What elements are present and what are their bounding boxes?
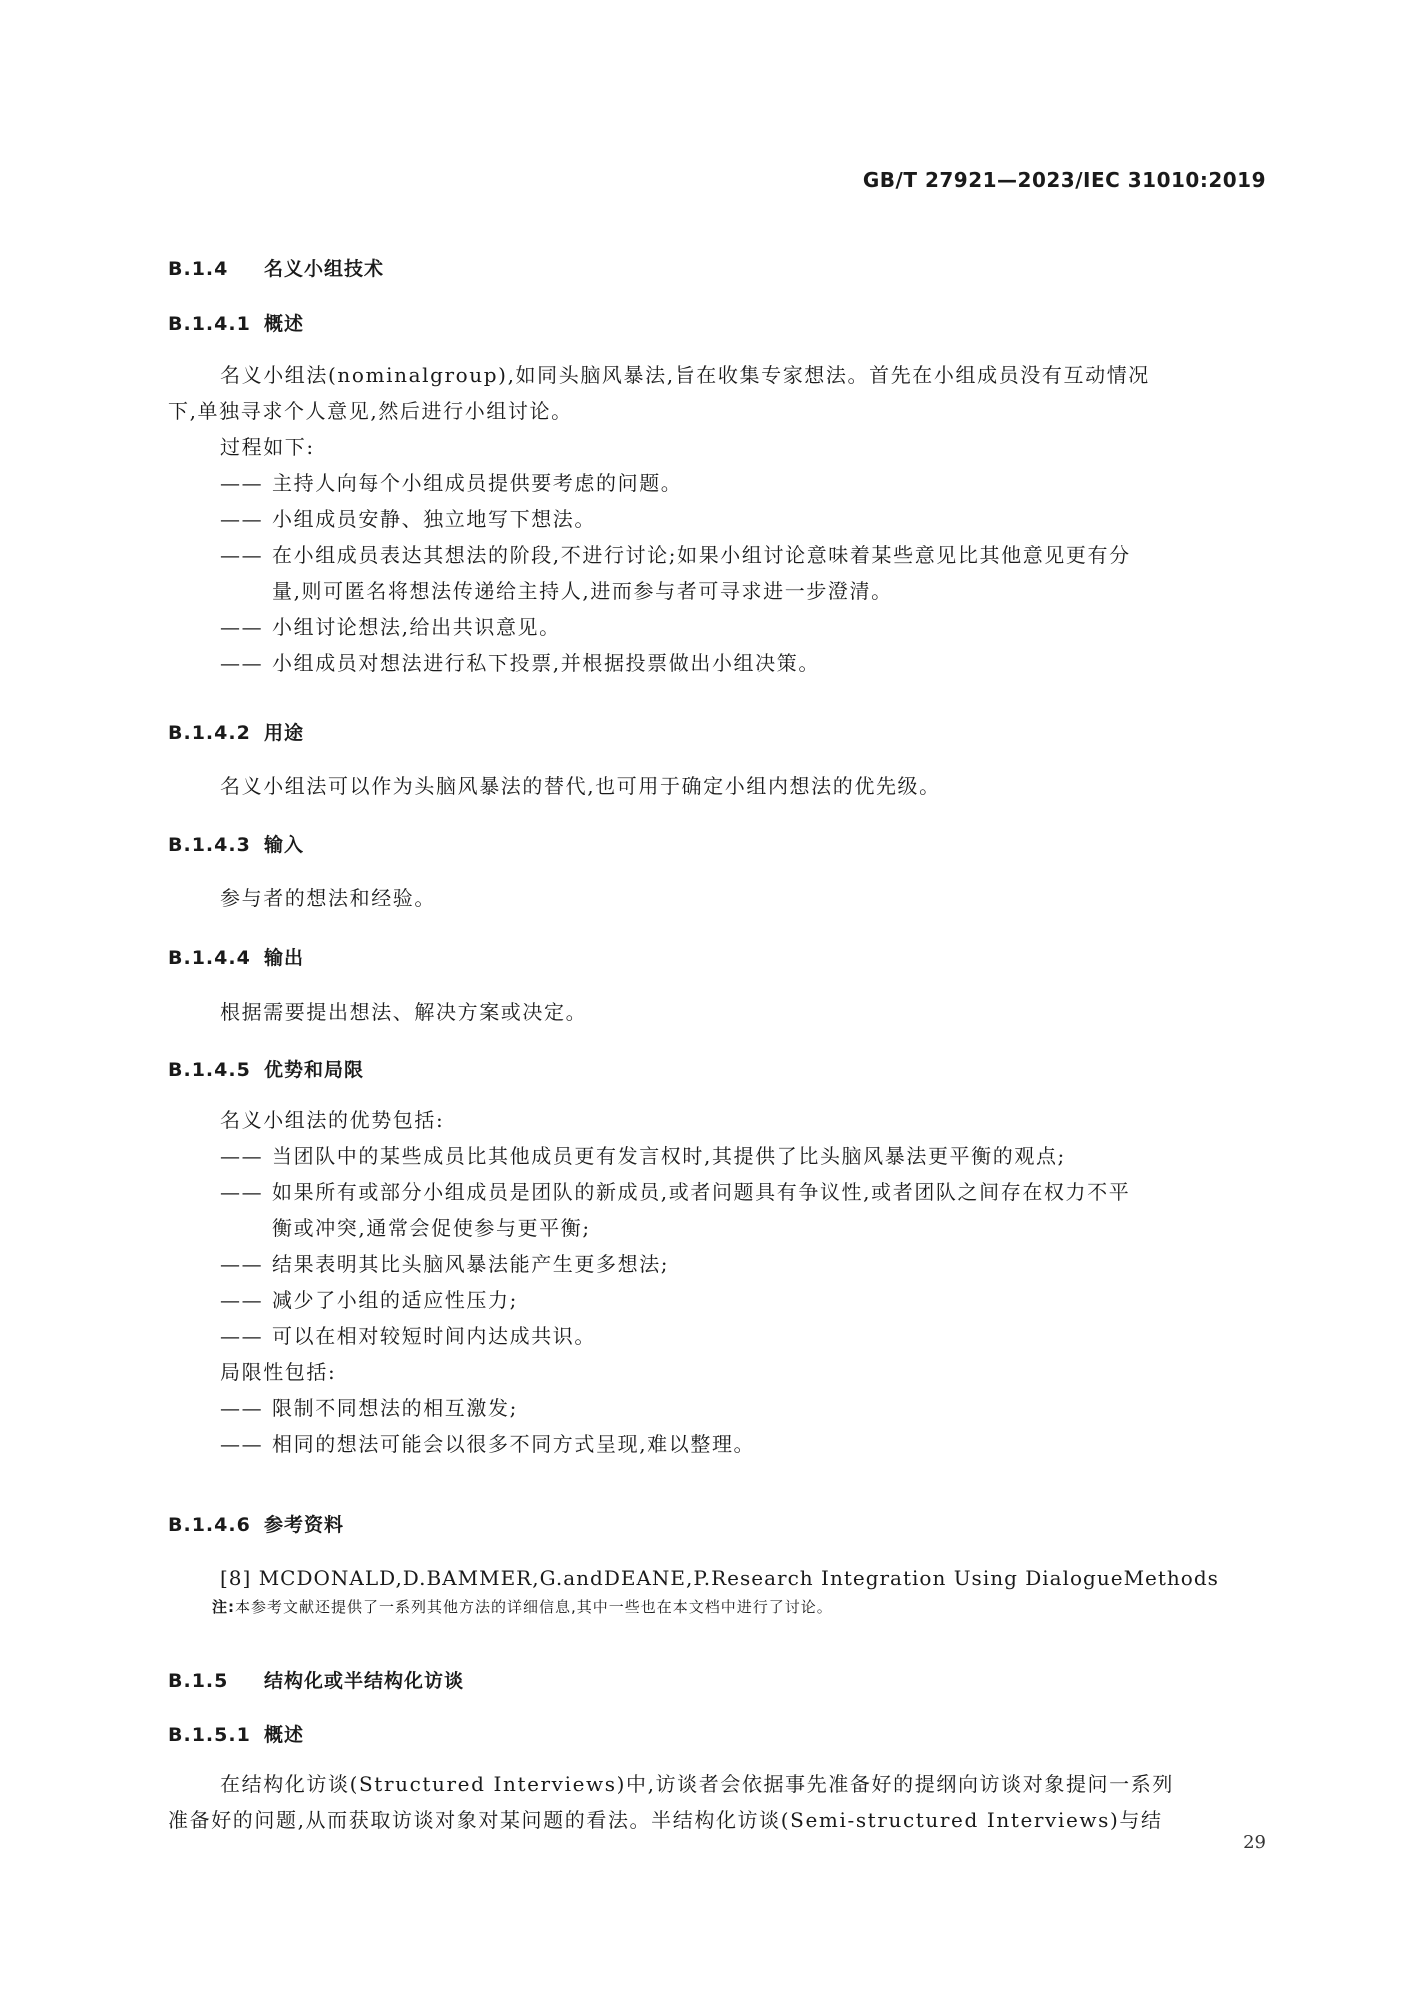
section-title: 概述 bbox=[264, 313, 305, 335]
references-block bbox=[168, 1560, 1268, 1617]
list-item: —— 如果所有或部分小组成员是团队的新成员,或者问题具有争议性,或者团队之间存在权力不平 衡或冲突,通常会促使参与更平衡; bbox=[220, 1180, 1131, 1240]
strengths-limitations-block bbox=[168, 1102, 1268, 1462]
list-item: —— 小组讨论想法,给出共识意见。 bbox=[220, 615, 561, 639]
paragraph-line: 下,单独寻求个人意见,然后进行小组讨论。 bbox=[168, 399, 573, 423]
output-paragraph: 根据需要提出想法、解决方案或决定。 bbox=[220, 1000, 588, 1024]
list-item: —— 限制不同想法的相互激发; bbox=[220, 1396, 518, 1420]
list-item: —— 小组成员对想法进行私下投票,并根据投票做出小组决策。 bbox=[220, 651, 820, 675]
section-heading-b143: B.1.4.3 输入 bbox=[168, 834, 305, 856]
section-heading-b144: B.1.4.4 输出 bbox=[168, 947, 305, 969]
list-item: —— 主持人向每个小组成员提供要考虑的问题。 bbox=[220, 471, 683, 495]
section-number: B.1.4 bbox=[168, 258, 229, 280]
list-item: —— 结果表明其比头脑风暴法能产生更多想法; bbox=[220, 1252, 670, 1276]
note: 注:本参考文献还提供了一系列其他方法的详细信息,其中一些也在本文档中进行了讨论。 bbox=[212, 1598, 833, 1616]
page-number: 29 bbox=[1243, 1832, 1266, 1853]
list-item: —— 当团队中的某些成员比其他成员更有发言权时,其提供了比头脑风暴法更平衡的观点; bbox=[220, 1144, 1066, 1168]
section-heading-b14 bbox=[168, 254, 1268, 281]
interview-overview: 在结构化访谈(Structured Interviews)中,访谈者会依据事先准备好的提纲向访谈对象提问一系列 准备好的问题,从而获取访谈对象对某问题的看法。半结构化访谈(Semi-structured Interviews)与结 bbox=[168, 1772, 1174, 1832]
reference-entry: [8] MCDONALD,D.BAMMER,G.andDEANE,P.Research Integration Using DialogueMethods bbox=[220, 1566, 1219, 1590]
overview-block bbox=[168, 357, 1268, 681]
list-item: —— 在小组成员表达其想法的阶段,不进行讨论;如果小组讨论意味着某些意见比其他意见更有分 量,则可匿名将想法传递给主持人,进而参与者可寻求进一步澄清。 bbox=[220, 543, 1131, 603]
advantages-intro: 名义小组法的优势包括: bbox=[220, 1108, 445, 1132]
paragraph-line: 名义小组法(nominalgroup),如同头脑风暴法,旨在收集专家想法。首先在小组成员没有互动情况 bbox=[220, 363, 1150, 387]
section-heading-b141 bbox=[168, 309, 1268, 336]
list-item: —— 小组成员安静、独立地写下想法。 bbox=[220, 507, 596, 531]
list-item: —— 相同的想法可能会以很多不同方式呈现,难以整理。 bbox=[220, 1432, 756, 1456]
list-item: —— 可以在相对较短时间内达成共识。 bbox=[220, 1324, 596, 1348]
section-number: B.1.4.1 bbox=[168, 313, 251, 335]
section-heading-b146: B.1.4.6 参考资料 bbox=[168, 1514, 345, 1536]
section-heading-b15: B.1.5 结构化或半结构化访谈 bbox=[168, 1670, 465, 1692]
section-heading-b151: B.1.5.1 概述 bbox=[168, 1724, 305, 1746]
section-heading-b142: B.1.4.2 用途 bbox=[168, 722, 305, 744]
process-intro: 过程如下: bbox=[220, 435, 315, 459]
section-heading-b145: B.1.4.5 优势和局限 bbox=[168, 1059, 365, 1081]
list-item: —— 减少了小组的适应性压力; bbox=[220, 1288, 518, 1312]
input-paragraph: 参与者的想法和经验。 bbox=[220, 886, 436, 910]
usage-paragraph: 名义小组法可以作为头脑风暴法的替代,也可用于确定小组内想法的优先级。 bbox=[220, 774, 941, 798]
section-title: 名义小组技术 bbox=[264, 258, 385, 280]
limitations-intro: 局限性包括: bbox=[220, 1360, 337, 1384]
standard-number-header: GB/T 27921—2023/IEC 31010:2019 bbox=[862, 168, 1266, 192]
